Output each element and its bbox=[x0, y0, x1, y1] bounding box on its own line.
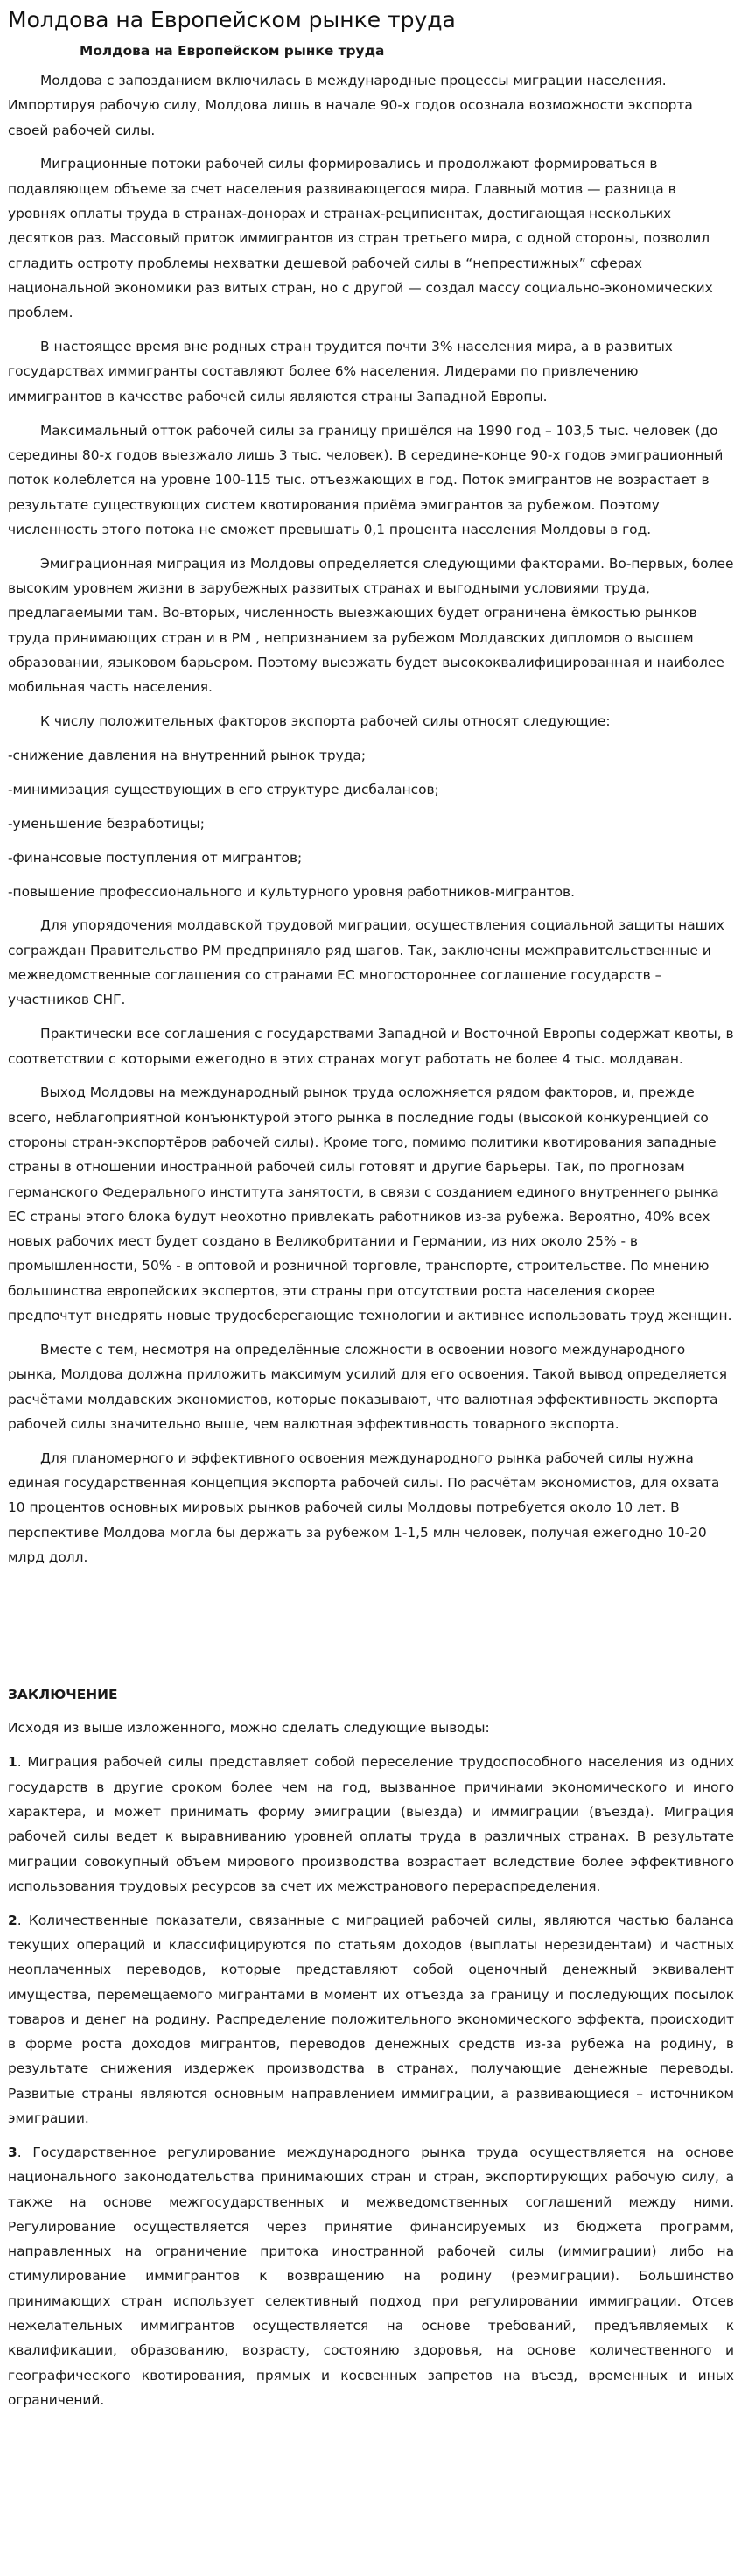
page-title: Молдова на Европейском рынке труда bbox=[8, 7, 456, 32]
document-subtitle: Молдова на Европейском рынке труда bbox=[80, 43, 385, 59]
conclusion-heading: ЗАКЛЮЧЕНИЕ bbox=[8, 1686, 118, 1702]
conclusion-intro: Исходя из выше изложенного, можно сделать следующие выводы: bbox=[8, 1720, 490, 1737]
list-item: -повышение профессионального и культурного уровня работников-мигрантов. bbox=[8, 883, 576, 900]
paragraph: В настоящее время вне родных стран трудится почти 3% населения мира, а в развитых государствах иммигранты составляют более 6% населения. Лидерами по привлечению иммигрантов в качестве рабочей силы являются страны Западной Европы. bbox=[8, 339, 673, 404]
list-item: -финансовые поступления от мигрантов; bbox=[8, 849, 303, 866]
paragraph: Выход Молдовы на международный рынок труда осложняется рядом факторов, и, прежде всего, неблагоприятной конъюнктурой этого рынка в последние годы (высокой конкуренцией со стороны стран-экспортёров рабочей силы). Кроме того, помимо политики квотирования западные страны в отношении иностранной рабочей силы готовят и другие барьеры. Так, по прогнозам германского Федерального института занятости, в связи с созданием единого внутреннего рынка ЕС страны этого блока будут неохотно привлекать работников из-за рубежа. Вероятно, 40% всех новых рабочих мест будет создано в Великобритании и Германии, из них около 25% - в промышленности, 50% - в оптовой и розничной торговле, транспорте, строительстве. По мнению большинства европейских экспертов, эти страны при отсутствии роста населения скорее предпочтут внедрять новые трудосберегающие технологии и активнее использовать труд женщин. bbox=[8, 1084, 732, 1324]
point-text: . Миграция рабочей силы представляет собой переселение трудоспособного населения из одних государств в другие сроком более чем на год, вызванное причинами экономического и иного характера, и может принимать форму эмиграции (выезда) и иммиграции (въезда). Миграция рабочей силы ведет к выравниванию уровней оплаты труда в различных странах. В результате миграции совокупный объем мирового производства возрастает вследствие более эффективного использования трудовых ресурсов за счет их межстранового перераспределения. bbox=[8, 1754, 734, 1894]
list-item: -снижение давления на внутренний рынок труда; bbox=[8, 747, 367, 763]
paragraph: Миграционные потоки рабочей силы формировались и продолжают формироваться в подавляющем объеме за счет населения развивающегося мира. Главный мотив — разница в уровнях оплаты труда в странах-донорах и странах-реципиентах, достигающая нескольких десятков раз. Массовый приток иммигрантов из стран третьего мира, с одной стороны, позволил сгладить остроту проблемы нехватки дешевой рабочей силы в “непрестижных” сферах национальной экономики раз витых стран, но с другой — создал массу социально-экономических проблем. bbox=[8, 156, 713, 321]
paragraph: Для упорядочения молдавской трудовой миграции, осуществления социальной защиты наших сограждан Правительство РМ предприняло ряд шагов. Так, заключены межправительственные и межведомственные соглашения со странами ЕС многостороннее соглашение государств – участников СНГ. bbox=[8, 917, 724, 1008]
paragraph: К числу положительных факторов экспорта рабочей силы относят следующие: bbox=[40, 713, 611, 730]
section-gap bbox=[8, 1579, 734, 1682]
paragraph: Вместе с тем, несмотря на определённые сложности в освоении нового международного рынка, Молдова должна приложить максимум усилий для его освоения. Такой вывод определяется расчётами молдавских экономистов, которые показывают, что валютная эффективность экспорта рабочей силы значительно выше, чем валютная эффективность товарного экспорта. bbox=[8, 1341, 728, 1432]
conclusion-point bbox=[8, 2140, 734, 2412]
point-text: . Количественные показатели, связанные с миграцией рабочей силы, являются частью баланса текущих операций и классифицируются по статьям доходов (выплаты нерезидентам) и частных неоплаченных переводов, которые представляют собой оценочный денежный эквивалент имущества, перемещаемого мигрантами в момент их отъезда за границу и последующих посылок товаров и денег на родину. Распределение положительного экономического эффекта, происходит в форме роста доходов мигрантов, переводов денежных средств из-за рубежа на родину, в результате снижения издержек производства в странах, получающие денежные переводы. Развитые страны являются основным направлением иммиграции, а развивающиеся – источником эмиграции. bbox=[8, 1912, 734, 2127]
list-item: -минимизация существующих в его структуре дисбалансов; bbox=[8, 781, 439, 797]
point-number: 2 bbox=[8, 1912, 17, 1928]
paragraph: Максимальный отток рабочей силы за границу пришёлся на 1990 год – 103,5 тыс. человек (до середины 80-х годов выезжало лишь 3 тыс. человек). В середине-конце 90-х годов эмиграционный поток колеблется на уровне 100-115 тыс. отъезжающих в год. Поток эмигрантов не возрастает в результате существующих систем квотирования приёма эмигрантов за рубежом. Поэтому численность этого потока не сможет превышать 0,1 процента населения Молдовы в год. bbox=[8, 422, 724, 537]
point-text: . Государственное регулирование международного рынка труда осуществляется на основе национального законодательства принимающих стран и стран, экспортирующих рабочую силу, а также на основе межгосударственных и межведомственных соглашений между ними. Регулирование осуществляется через принятие финансируемых из бюджета программ, направленных на ограничение притока иностранной рабочей силы (иммиграции) либо на стимулирование иммигрантов к возвращению на родину (реэмиграции). Большинство принимающих стран использует селективный подход при регулировании иммиграции. Отсев нежелательных иммигрантов осуществляется на основе требований, предъявляемых к квалификации, образованию, возрасту, состоянию здоровья, на основе количественного и географического квотирования, прямых и косвенных запретов на въезд, временных и иных ограничений. bbox=[8, 2144, 734, 2408]
conclusion-point bbox=[8, 1750, 734, 1899]
list-item: -уменьшение безработицы; bbox=[8, 815, 205, 832]
point-number: 1 bbox=[8, 1754, 17, 1771]
paragraph: Молдова с запозданием включилась в международные процессы миграции населения. Импортируя рабочую силу, Молдова лишь в начале 90-х годов осознала возможности экспорта своей рабочей силы. bbox=[8, 73, 693, 138]
paragraph: Эмиграционная миграция из Молдовы определяется следующими факторами. Во-первых, более высоким уровнем жизни в зарубежных развитых странах и выгодными условиями труда, предлагаемыми там. Во-вторых, численность выезжающих будет ограничена ёмкостью рынков труда принимающих стран и в РМ , непризнанием за рубежом Молдавских дипломов о высшем образовании, языковом барьером. Поэтому выезжать будет высококвалифицированная и наиболее мобильная часть населения. bbox=[8, 555, 734, 696]
conclusion-point bbox=[8, 1908, 734, 2131]
paragraph: Для планомерного и эффективного освоения международного рынка рабочей силы нужна единая государственная концепция экспорта рабочей силы. По расчётам экономистов, для охвата 10 процентов основных мировых рынков рабочей силы Молдовы потребуется около 10 лет. В перспективе Молдова могла бы держать за рубежом 1-1,5 млн человек, получая ежегодно 10-20 млрд долл. bbox=[8, 1449, 720, 1565]
paragraph: Практически все соглашения с государствами Западной и Восточной Европы содержат квоты, в соответствии с которыми ежегодно в этих странах могут работать не более 4 тыс. молдаван. bbox=[8, 1026, 734, 1067]
point-number: 3 bbox=[8, 2144, 17, 2160]
